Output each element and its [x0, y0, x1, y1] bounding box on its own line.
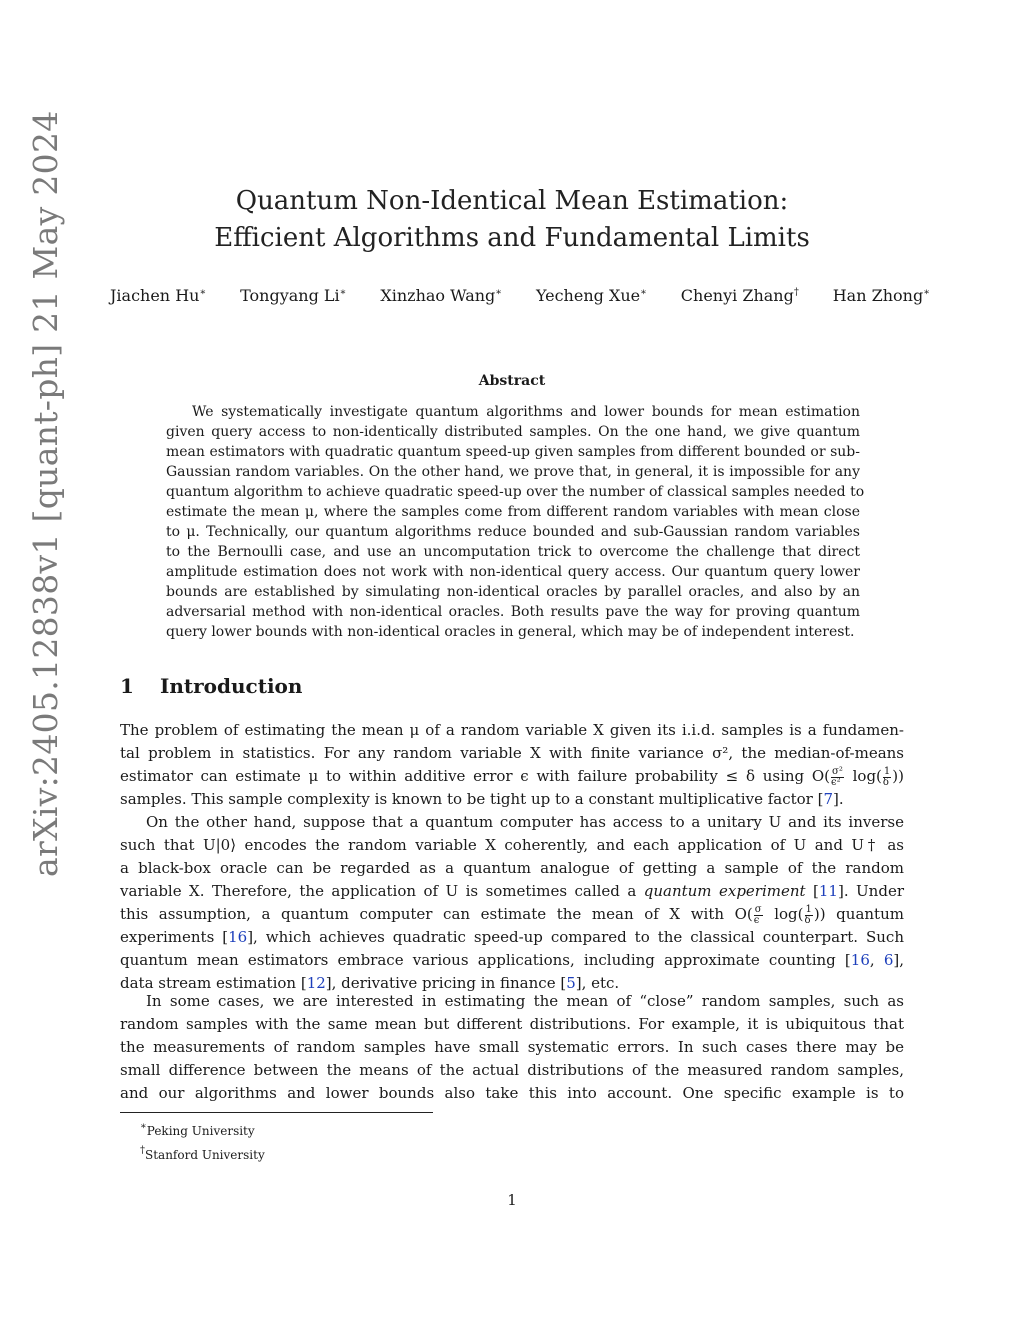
citation-link[interactable]: 5 [566, 974, 576, 992]
abstract-line: to μ. Technically, our quantum algorithms reduce bounded and sub-Gaussian random variables [166, 524, 860, 540]
body-line: samples. This sample complexity is known to be tight up to a constant multiplicative factor [7]. [120, 790, 844, 808]
abstract-body [166, 402, 865, 642]
abstract-line: mean estimators with quadratic quantum speed-up given samples from different bounded or sub- [166, 444, 860, 460]
abstract-line: bounds are established by simulating non-identical oracles by parallel oracles, and also by an [166, 584, 860, 600]
body-line: estimator can estimate μ to within additive error ϵ with failure probability ≤ δ using O( $\frac{\text{σ²}}{\text{ϵ²}}$ log( $\frac{1}{\delta}$ )) [120, 765, 904, 788]
author: Xinzhao Wang∗ [380, 286, 503, 305]
author: Tongyang Li∗ [240, 286, 347, 305]
body-line: On the other hand, suppose that a quantum computer has access to a unitary U and its inverse [146, 813, 904, 831]
citation-link[interactable]: 16 [228, 928, 248, 946]
paragraph-3 [120, 990, 904, 1105]
arxiv-identifier: arXiv:2405.12838v1 [quant-ph] 21 May 2024 [26, 110, 65, 877]
fraction: $\frac{1}{\delta}$ [882, 765, 891, 788]
author: Jiachen Hu∗ [110, 286, 207, 305]
abstract-line: query lower bounds with non-identical oracles in general, which may be of independent interest. [166, 624, 855, 640]
abstract-line: quantum algorithm to achieve quadratic speed-up over the number of classical samples needed to [166, 484, 865, 500]
author: Chenyi Zhang† [680, 286, 799, 305]
page-number: 1 [507, 1191, 517, 1209]
citation-link[interactable]: 12 [306, 974, 326, 992]
body-line: quantum mean estimators embrace various applications, including approximate counting [16, 6], [120, 951, 905, 969]
footnotes [140, 1117, 265, 1165]
section-heading [120, 672, 302, 700]
abstract-line: to the Bernoulli case, and use an uncomputation trick to overcome the challenge that direct [166, 544, 860, 560]
section-title: Introduction [160, 674, 303, 698]
citation-link[interactable]: 6 [883, 951, 894, 969]
citation-link[interactable]: 11 [818, 882, 838, 900]
body-line: and our algorithms and lower bounds also take this into account. One specific example is to [120, 1084, 904, 1102]
paper-title [120, 183, 904, 257]
abstract-line: estimate the mean μ, where the samples come from different random variables with mean close [166, 504, 860, 520]
title-line-1: Quantum Non-Identical Mean Estimation: [235, 186, 789, 216]
title-line-2: Efficient Algorithms and Fundamental Limits [214, 223, 810, 253]
fraction: $\frac{\text{σ²}}{\text{ϵ²}}$ [831, 765, 843, 788]
abstract-line: given query access to non-identically distributed samples. On the one hand, we give quantum [166, 424, 860, 440]
abstract-line: amplitude estimation does not work with non-identical query access. Our quantum query lower [166, 564, 860, 580]
body-line: random samples with the same mean but different distributions. For example, it is ubiquitous that [120, 1015, 904, 1033]
author: Yecheng Xue∗ [535, 286, 647, 305]
footnote: ∗Peking University [140, 1121, 255, 1138]
author-list [110, 282, 930, 307]
body-line: The problem of estimating the mean μ of a random variable X given its i.i.d. samples is a fundamen- [120, 721, 904, 739]
body-line: such that U|0⟩ encodes the random variable X coherently, and each application of U and U† as [120, 836, 904, 854]
citation-link[interactable]: 16 [850, 951, 870, 969]
footnote: †Stanford University [140, 1145, 265, 1162]
paragraph-1 [120, 719, 904, 811]
body-line: small difference between the means of the actual distributions of the measured random samples, [120, 1061, 904, 1079]
abstract-line: We systematically investigate quantum algorithms and lower bounds for mean estimation [192, 404, 860, 420]
fraction: $\frac{\sigma}{\epsilon}$ [753, 903, 762, 926]
body-line: data stream estimation [12], derivative pricing in finance [5], etc. [120, 974, 620, 992]
citation-link[interactable]: 7 [823, 790, 834, 808]
body-line: tal problem in statistics. For any random variable X with finite variance σ², the median-of-means [120, 744, 904, 762]
body-line: the measurements of random samples have small systematic errors. In such cases there may be [120, 1038, 904, 1056]
body-line: variable X. Therefore, the application of U is sometimes called a quantum experiment [11]. Under [120, 882, 904, 900]
author: Han Zhong∗ [832, 286, 930, 305]
body-line: In some cases, we are interested in estimating the mean of “close” random samples, such as [146, 992, 904, 1010]
paragraph-2 [120, 811, 904, 995]
body-line: this assumption, a quantum computer can estimate the mean of X with O( $\frac{\sigma}{\epsilon}$ log( $\frac{1}{\delta}$ )) quantum [120, 903, 904, 926]
fraction: $\frac{1}{\delta}$ [804, 903, 812, 926]
abstract-heading: Abstract [478, 373, 546, 389]
footnote-rule [120, 1112, 433, 1113]
section-number: 1 [120, 674, 134, 698]
abstract-line: Gaussian random variables. On the other hand, we prove that, in general, it is impossible for any [166, 464, 860, 480]
abstract-line: adversarial method with non-identical oracles. Both results pave the way for proving quantum [166, 604, 860, 620]
body-line: a black-box oracle can be regarded as a quantum analogue of getting a sample of the random [120, 859, 904, 877]
body-line: experiments [16], which achieves quadratic speed-up compared to the classical counterpart. Such [120, 928, 904, 946]
